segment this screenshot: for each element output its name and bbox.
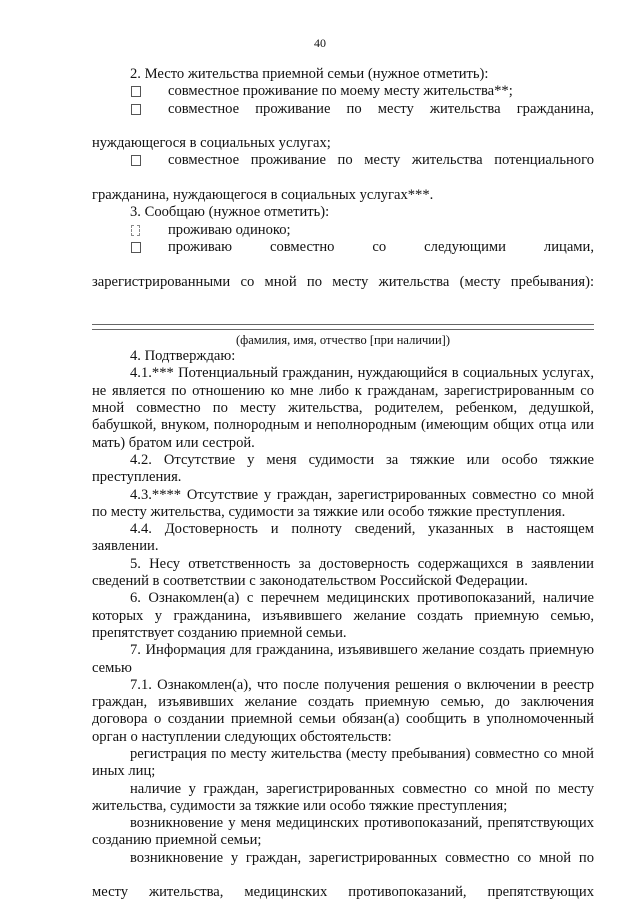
section-7-item-4: возникновение у граждан, зарегистрированных совместно со мной по [130,849,594,866]
section-7-1: 7.1. Ознакомлен(а), что после получения решения о включении в реестр граждан, изъявивших желание создать приемную семью, до заключения договора о создании приемной семьи обязан(а) сообщить в уполномоченный орган о наступлении следующих обстоятельств: [92,676,594,745]
section-2-option-3-label: совместное проживание по месту жительства потенциального [168,152,594,169]
section-6: 6. Ознакомлен(а) с перечнем медицинских противопоказаний, наличие которых у гражданина, изъявившего желание создать приемную семью, препятствует созданию приемной семьи. [92,590,594,641]
checkbox-icon[interactable] [131,225,140,236]
section-3-option-1-label: проживаю одиноко; [168,221,291,238]
section-2-option-1 [92,83,594,100]
section-4-1: 4.1.*** Потенциальный гражданин, нуждающийся в социальных услугах, не является по отношению ко мне либо к гражданам, зарегистрированным со мной совместно по месту жительства, родителем, ребенком, дедушкой, бабушкой, внуком, полнородным и неполнородным (имеющим общих отца или мать) братом или сестрой. [92,365,594,451]
section-3-option-2 [92,239,594,274]
section-7-item-4-continuation: месту жительства, медицинских противопоказаний, препятствующих [92,884,594,901]
document-body [92,66,594,919]
section-2-heading: 2. Место жительства приемной семьи (нужное отметить): [130,66,489,82]
section-2-option-2-label: совместное проживание по месту жительства гражданина, [168,100,594,117]
section-4-4: 4.4. Достоверность и полноту сведений, указанных в настоящем заявлении. [92,521,594,555]
section-4-2: 4.2. Отсутствие у меня судимости за тяжкие или особо тяжкие преступления. [92,451,594,486]
section-2-option-3-continuation: гражданина, нуждающегося в социальных услугах***. [92,187,434,204]
section-4-heading: 4. Подтверждаю: [130,348,236,365]
section-4-3: 4.3.**** Отсутствие у граждан, зарегистрированных совместно со мной по месту жительства, судимости за тяжкие или особо тяжкие преступления. [92,486,594,520]
checkbox-icon[interactable] [131,155,141,166]
section-3-heading: 3. Сообщаю (нужное отметить): [130,204,330,221]
section-7-item-1: регистрация по месту жительства (месту пребывания) совместно со мной иных лиц; [92,745,594,780]
section-2-option-1-label: совместное проживание по моему месту жительства**; [168,83,513,100]
section-3-option-2-continuation: зарегистрированными со мной по месту жительства (месту пребывания): [92,273,594,290]
fill-in-line[interactable] [92,308,594,325]
checkbox-icon[interactable] [131,242,141,253]
section-5: 5. Несу ответственность за достоверность содержащихся в заявлении сведений в соответствии с законодательством Российской Федерации. [92,555,594,590]
section-2-option-2-continuation: нуждающегося в социальных услугах; [92,135,331,152]
section-7-item-2: наличие у граждан, зарегистрированных совместно со мной по месту жительства, судимости за тяжкие или особо тяжкие преступления; [92,780,594,814]
checkbox-icon[interactable] [131,104,141,115]
section-7-heading: 7. Информация для гражданина, изъявившего желание создать приемную семью [92,642,594,676]
fill-in-caption: (фамилия, имя, отчество [при наличии]) [92,329,594,348]
page-number: 40 [314,36,326,50]
section-2-option-2 [92,101,594,136]
section-7-item-3: возникновение у меня медицинских противопоказаний, препятствующих созданию приемной семьи; [92,815,594,849]
section-3-option-1 [92,222,594,239]
section-3-option-2-label: проживаю совместно со следующими лицами, [168,238,594,255]
checkbox-icon[interactable] [131,86,141,97]
section-2-option-3 [92,152,594,187]
